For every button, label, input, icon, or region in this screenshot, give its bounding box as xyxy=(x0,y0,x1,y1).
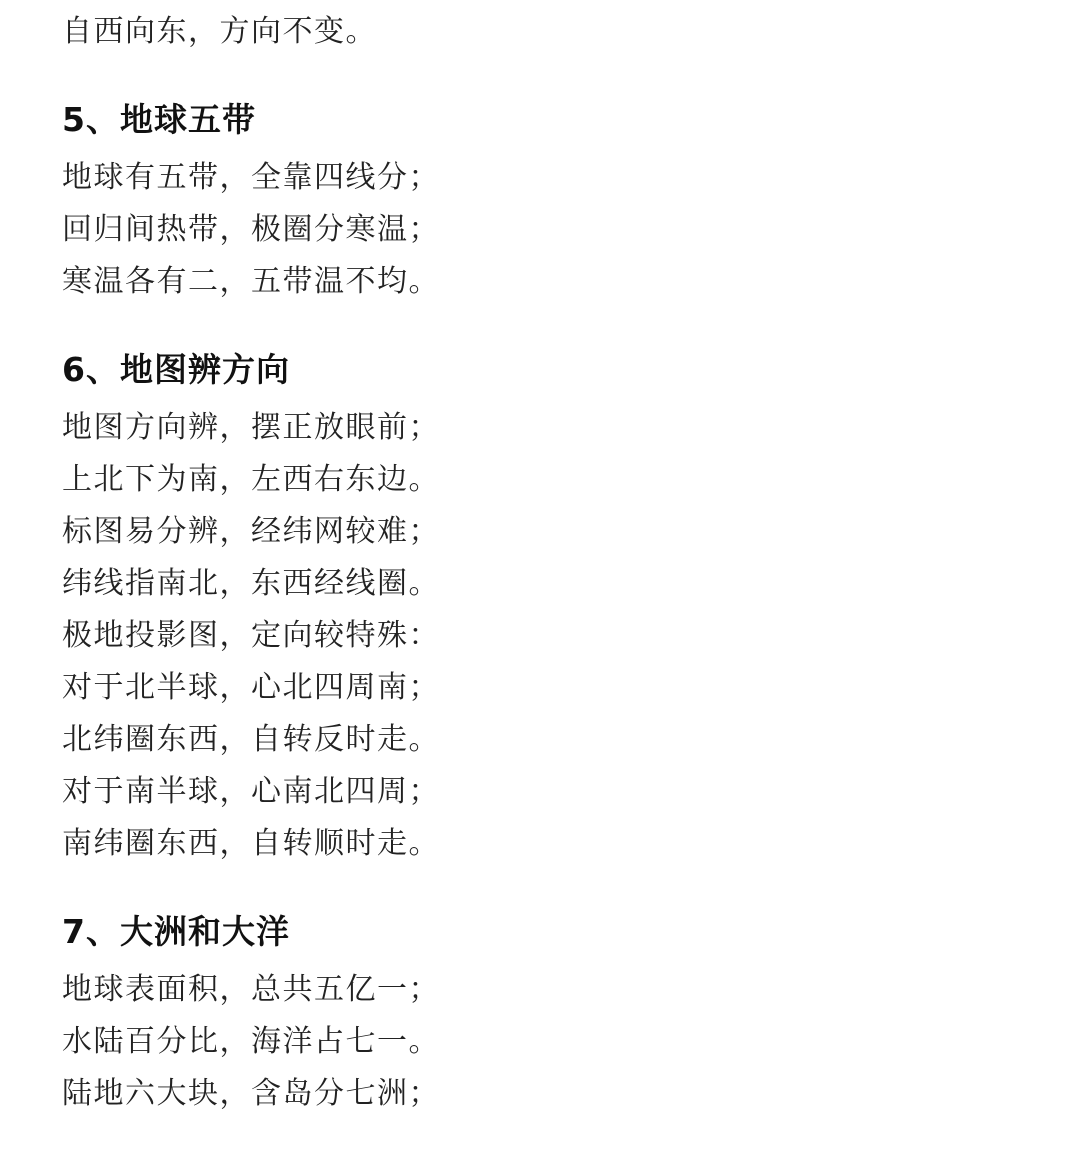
verse-line: 地球表面积，总共五亿一； xyxy=(62,972,440,1007)
section-7 xyxy=(62,904,1016,1120)
verse-line: 对于南半球，心南北四周； xyxy=(62,774,440,809)
verse-line: 纬线指南北，东西经线圈。 xyxy=(62,566,440,601)
verse-line: 极地投影图，定向较特殊： xyxy=(62,618,440,653)
section-5-heading: 5、地球五带 xyxy=(62,100,256,139)
verse-line: 南纬圈东西，自转顺时走。 xyxy=(62,826,440,861)
section-5 xyxy=(62,92,1016,308)
section-5-verse xyxy=(62,152,1016,308)
verse-line: 对于北半球，心北四周南； xyxy=(62,670,440,705)
section-7-verse xyxy=(62,964,1016,1120)
section-7-heading: 7、大洲和大洋 xyxy=(62,912,290,951)
verse-line: 上北下为南，左西右东边。 xyxy=(62,462,440,497)
verse-line: 标图易分辨，经纬网较难； xyxy=(62,514,440,549)
verse-line: 北纬圈东西，自转反时走。 xyxy=(62,722,440,757)
section-6-verse xyxy=(62,402,1016,870)
lead-paragraph-line: 自西向东，方向不变。 xyxy=(62,14,377,49)
verse-line: 回归间热带，极圈分寒温； xyxy=(62,212,440,247)
verse-line: 陆地六大块，含岛分七洲； xyxy=(62,1076,440,1111)
verse-line: 寒温各有二，五带温不均。 xyxy=(62,264,440,299)
verse-line: 水陆百分比，海洋占七一。 xyxy=(62,1024,440,1059)
verse-line: 地图方向辨，摆正放眼前； xyxy=(62,410,440,445)
verse-line: 地球有五带，全靠四线分； xyxy=(62,160,440,195)
section-6-heading: 6、地图辨方向 xyxy=(62,350,290,389)
section-6 xyxy=(62,342,1016,870)
